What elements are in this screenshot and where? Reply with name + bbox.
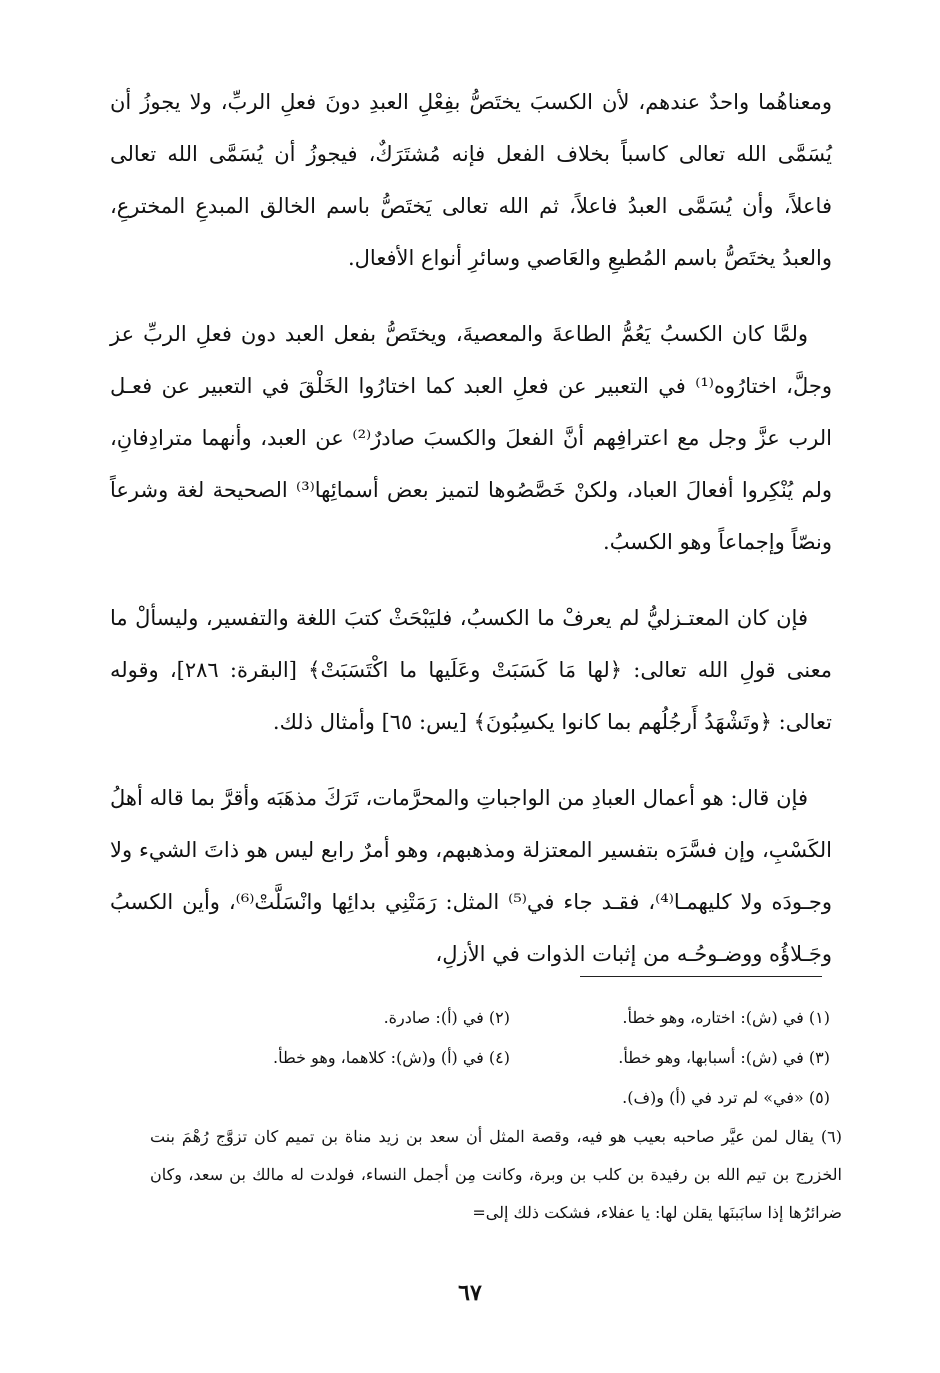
footnote-divider <box>580 976 822 977</box>
footnote-1: (١) في (ش): اختاره، وهو خطأ. <box>622 1008 830 1027</box>
footnote-5: (٥) «في» لم ترد في (أ) و(ف). <box>622 1088 830 1107</box>
main-text <box>110 76 832 1004</box>
paragraph-4: فإن قال: هو أعمال العبادِ من الواجباتِ والمحرَّمات، تَرَكَ مذهَبَه وأقرَّ بما قاله أهلُ الكَسْبِ، وإن فسَّرَه بتفسير المعتزلة ومذهبهم، وهو أمرٌ رابع ليس هو ذاتَ الشيء ولا وجـودَه ولا كليهمـا⁽⁴⁾، فقـد جاء في⁽⁵⁾ المثل: رَمَتْنِي بدائِها وانْسَلَّتْ⁽⁶⁾، وأين الكسبُ وجَـلاؤُه ووضـوحُـه من إثبات الذوات في الأزلِ، <box>110 786 832 966</box>
page-number: ٦٧ <box>458 1280 482 1306</box>
paragraph-1: ومعناهُما واحدٌ عندهم، لأن الكسبَ يختَصُّ بفِعْلِ العبدِ دونَ فعلِ الربِّ، ولا يجوزُ أن يُسَمَّى الله تعالى كاسباً بخلاف الفعل فإنه مُشتَرَكٌ، فيجوزُ أن يُسَمَّى الله تعالى فاعلاً، وأن يُسَمَّى العبدُ فاعلاً، ثم الله تعالى يَختَصُّ باسم الخالق المبدعِ المخترعِ، والعبدُ يختَصُّ باسم المُطيعِ والعَاصي وسائرِ أنواع الأفعال. <box>110 90 832 270</box>
paragraph-2: ولمَّا كان الكسبُ يَعُمُّ الطاعةَ والمعصيةَ، ويختَصُّ بفعل العبد دون فعلِ الربِّ عز وجلَّ، اختارُوه⁽¹⁾ في التعبير عن فعلِ العبد كما اختارُوا الخَلْقَ في التعبير عن فعـل الرب عزَّ وجل مع اعترافِهم أنَّ الفعلَ والكسبَ صادرٌ⁽²⁾ عن العبد، وأنهما مترادِفانِ، ولم يُنْكِروا أفعالَ العباد، ولكنْ خَصَّصُوها لتميز بعض أسمائِها⁽³⁾ الصحيحة لغة وشرعاً ونصّاً وإجماعاً وهو الكسبُ. <box>110 322 832 554</box>
footnote-3: (٣) في (ش): أسبابها، وهو خطأ. <box>618 1048 830 1067</box>
footnote-2: (٢) في (أ): صادرة. <box>383 1008 510 1027</box>
footnote-row-2 <box>150 1038 830 1078</box>
footnote-6: (٦) يقال لمن عيَّر صاحبه بعيب هو فيه، وقصة المثل أن سعد بن زيد مناة بن تميم كان تزوَّج رُهْمَ بنت الخزرج بن تيم الله بن رفيدة بن كلب بن وبرة، وكانت مِن أجمل النساء، فولدت له مالك بن سعد، وكان ضرائرُها إذا سابَبنَها يقلن لها: يا عفلاء، فشكت ذلك إلى= <box>150 1127 843 1222</box>
footnotes <box>150 998 843 1232</box>
paragraph-3: فإن كان المعتـزليُّ لم يعرفْ ما الكسبُ، فليَبْحَثْ كتبَ اللغة والتفسير، وليسألْ ما معنى قولِ الله تعالى: ﴿لها مَا كَسَبَتْ وعَلَيها ما اكْتَسَبَتْ﴾ [البقرة: ٢٨٦]، وقوله تعالى: ﴿وتَشْهَدُ أَرجُلُهم بما كانوا يكسِبُونَ﴾ [يس: ٦٥] وأمثال ذلك. <box>110 606 832 734</box>
footnote-row-1 <box>150 998 830 1038</box>
footnote-4: (٤) في (أ) و(ش): كلاهما، وهو خطأ. <box>273 1048 510 1067</box>
